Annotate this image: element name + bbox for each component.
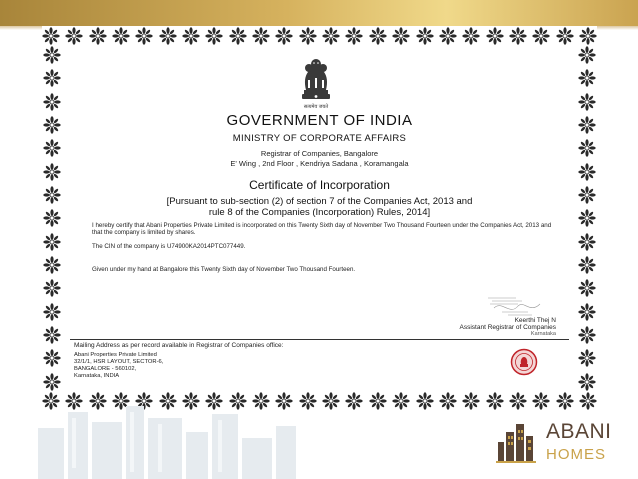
registrar-line: Registrar of Companies, Bangalore (260, 149, 379, 158)
brand-name-top: ABANI (546, 420, 612, 443)
floral-ornament-icon (43, 373, 61, 391)
floral-ornament-icon (43, 209, 61, 227)
floral-ornament-icon (578, 93, 596, 111)
cin-paragraph: The CIN of the company is U74900KA2014PTC077449. (92, 243, 246, 250)
pursuant-line-1: [Pursuant to sub-section (2) of section 7 of the Companies Act, 2013 and (166, 196, 473, 207)
floral-ornament-icon (578, 116, 596, 134)
floral-ornament-icon (532, 27, 550, 45)
certify-paragraph: I hereby certify that Abani Properties Private Limited is incorporated on this Twenty Sixth day of November Two Thousand Fourteen under the Companies Act, 2013 and that the company is limited by shares. (92, 222, 552, 237)
floral-ornament-icon (159, 27, 177, 45)
floral-ornament-icon (416, 27, 434, 45)
floral-ornament-icon (205, 27, 223, 45)
certificate (42, 26, 597, 411)
floral-ornament-icon (578, 69, 596, 87)
floral-ornament-icon (578, 279, 596, 297)
floral-ornament-icon (43, 349, 61, 367)
signatory-title: Assistant Registrar of Companies (459, 324, 556, 331)
floral-ornament-icon (392, 27, 410, 45)
address-line: Abani Properties Private Limited (74, 352, 157, 358)
floral-ornament-icon (462, 27, 480, 45)
floral-ornament-icon (229, 27, 247, 45)
top-decorative-bar (0, 0, 638, 26)
floral-ornament-icon (578, 256, 596, 274)
floral-ornament-icon (579, 27, 597, 45)
border-left (42, 46, 62, 391)
pursuant-line-2: rule 8 of the Companies (Incorporation) Rules, 2014] (208, 207, 431, 218)
floral-ornament-icon (439, 27, 457, 45)
floral-ornament-icon (42, 27, 60, 45)
certificate-title: Certificate of Incorporation (249, 178, 390, 192)
floral-ornament-icon (43, 116, 61, 134)
floral-ornament-icon (89, 27, 107, 45)
floral-ornament-icon (416, 392, 434, 410)
floral-ornament-icon (43, 326, 61, 344)
floral-ornament-icon (43, 93, 61, 111)
floral-ornament-icon (579, 392, 597, 410)
floral-ornament-icon (182, 27, 200, 45)
border-right (577, 46, 597, 391)
floral-ornament-icon (556, 392, 574, 410)
floral-ornament-icon (43, 186, 61, 204)
floral-ornament-icon (369, 392, 387, 410)
floral-ornament-icon (299, 27, 317, 45)
floral-ornament-icon (556, 27, 574, 45)
border-top (42, 26, 597, 46)
certificate-body (70, 52, 569, 385)
ministry-heading: MINISTRY OF CORPORATE AFFAIRS (232, 133, 407, 144)
floral-ornament-icon (65, 27, 83, 45)
mailing-heading: Mailing Address as per record available in Registrar of Companies office: (74, 342, 284, 349)
floral-ornament-icon (509, 392, 527, 410)
floral-ornament-icon (43, 139, 61, 157)
address-line: 32/1/1, HSR LAYOUT, SECTOR-6, (74, 359, 164, 365)
government-heading: GOVERNMENT OF INDIA (226, 112, 413, 129)
floral-ornament-icon (578, 326, 596, 344)
floral-ornament-icon (486, 27, 504, 45)
pursuant-clause (70, 196, 569, 218)
floral-ornament-icon (275, 27, 293, 45)
floral-ornament-icon (392, 392, 410, 410)
floral-ornament-icon (43, 163, 61, 181)
office-address-line: E' Wing , 2nd Floor , Kendriya Sadana , Koramangala (230, 159, 409, 168)
floral-ornament-icon (135, 27, 153, 45)
floral-ornament-icon (369, 27, 387, 45)
floral-ornament-icon (43, 69, 61, 87)
floral-ornament-icon (532, 392, 550, 410)
national-emblem-icon (292, 56, 340, 104)
floral-ornament-icon (112, 27, 130, 45)
signatory-name: Keerthi Thej N (514, 317, 556, 324)
floral-ornament-icon (578, 163, 596, 181)
address-line: Karnataka, INDIA (74, 373, 120, 379)
floral-ornament-icon (43, 233, 61, 251)
floral-ornament-icon (345, 392, 363, 410)
signature-icon (482, 290, 552, 320)
floral-ornament-icon (43, 303, 61, 321)
floral-ornament-icon (578, 233, 596, 251)
brand-name-bottom: HOMES (546, 446, 607, 463)
given-paragraph: Given under my hand at Bangalore this Twenty Sixth day of November Two Thousand Fourteen. (92, 266, 356, 273)
floral-ornament-icon (578, 303, 596, 321)
floral-ornament-icon (578, 209, 596, 227)
buildings-logo-icon (496, 420, 540, 464)
floral-ornament-icon (43, 256, 61, 274)
floral-ornament-icon (43, 46, 61, 64)
floral-ornament-icon (322, 27, 340, 45)
emblem-caption: सत्यमेव जयते (303, 104, 329, 110)
floral-ornament-icon (578, 373, 596, 391)
floral-ornament-icon (509, 27, 527, 45)
floral-ornament-icon (486, 392, 504, 410)
signatory-place: Karnataka (530, 331, 556, 337)
divider (70, 339, 569, 340)
address-line: BANGALORE - 560102, (74, 366, 137, 372)
floral-ornament-icon (439, 392, 457, 410)
floral-ornament-icon (578, 139, 596, 157)
floral-ornament-icon (345, 27, 363, 45)
floral-ornament-icon (578, 46, 596, 64)
seal-icon (510, 348, 538, 376)
city-skyline-icon (28, 398, 328, 479)
floral-ornament-icon (578, 349, 596, 367)
floral-ornament-icon (462, 392, 480, 410)
floral-ornament-icon (43, 279, 61, 297)
floral-ornament-icon (252, 27, 270, 45)
floral-ornament-icon (578, 186, 596, 204)
